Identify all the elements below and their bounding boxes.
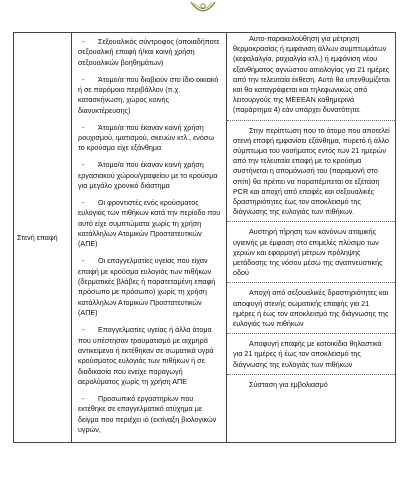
table-row (14, 33, 396, 443)
list-item: - Άτομο/α που έκαναν κοινή χρήση εργασιακού χώρου/γραφείου με το κρούσμα για μεγάλο χρονικό διάστημα (78, 160, 218, 191)
row-label: Στενή επαφή (17, 232, 58, 242)
measure-paragraph: Αποχή από σεξουαλικές δραστηριότητες και αποφυγή στενής σωματικής επαφής για 21 ημέρες ή έως τον αποκλεισμό της διάγνωσης της ευλογιάς των πιθήκων (227, 287, 395, 334)
list-item: - Επαγγελματίες υγείας ή άλλα άτομα που υπέστησαν τραυματισμό με αιχμηρά αντικείμενα ή εκτέθηκαν σε σωματικά υγρά κρούσματος ευλογιάς των πιθήκων ή σε διαδικασία που ενείχε παραγωγή αερολύματος χωρίς τη χρήση ΑΠΕ (78, 325, 214, 387)
measure-paragraph: Σύσταση για εμβολιασμό (249, 379, 328, 389)
measure-paragraph: Αυτο-παρακολούθηση για μέτρηση θερμοκρασίας ή εμφάνιση άλλων συμπτωμάτων (κεφαλαλγία, ραχιαλγία κτλ.) ή εμφάνιση νέου εξανθήματος αγνώστου αιτιολογίας για 21 ημέρες από την τελευταία έκθεση. Αυτό θα υπενθυμίζεται και θα καταγράφεται και τηλεφωνικώς από λειτουργούς της ΜΕΕΕΑΝ καθημερινά (παράρτημα 4) εάν υπάρχει δυνατότητα. (227, 33, 395, 121)
contacts-cell (72, 33, 227, 443)
list-item: - Οι επαγγελματίες υγείας που είχαν επαφή με κρούσμα ευλογιάς των πιθήκων (δερματικές βλάβες ή παρατεταμένη επαφή πρόσωπο με πρόσωπο) χωρίς τη χρήση κατάλληλων Ατομικών Προστατευτικών (ΑΠΕ) (78, 256, 216, 318)
row-label-cell (14, 33, 72, 443)
list-item: - Οι φροντιστές ενός κρούσματος ευλογιάς των πιθήκων κατά την περίοδο που αυτό είχε συμπτώματα χωρίς τη χρήση κατάλληλων Ατομικών Προστατευτικών (ΑΠΕ) (78, 197, 221, 249)
list-item: - Προσωπικό εργαστηρίων που εκτέθηκε σε επαγγελματικό ατύχημα με δείγμα που περιέχει ιό (εκτίναξη βιολογικών υγρών, (78, 393, 217, 435)
emblem-icon (188, 0, 218, 12)
contact-measures-table (13, 32, 396, 443)
list-item: - Σεξουαλικός σύντροφος (οποιαδήποτε σεξουαλική επαφή ή/και κοινή χρήση σεξουαλικών βοηθημάτων) (78, 37, 220, 67)
list-item: - Άτομο/α που έκαναν κοινή χρήση ρουχισμού, ιματισμού, σκευών κτλ., ενόσω το κρούσμα είχε εξάνθημα (78, 122, 214, 153)
list-item: - Άτομο/α που διαβιούν στο ίδιο οικιακό ή σε παρόμοιο περιβάλλον (π.χ. κατασκήνωση, χώρος κοινής διανυκτέρευσης) (78, 74, 219, 115)
measure-paragraph: Στην περίπτωση που το άτομο που αποτελεί στενή επαφή εμφανίσει εξάνθημα, πυρετό ή άλλο σύμπτωμα του νοσήματος εντός των 21 ημερών από την τελευταία επαφή με το κρούσμα συστήνεται η απομόνωσή του (παραμονή στο σπίτι) θα πρέπει να παραπέμπεται σε εξέταση PCR και αποχή από επαφές και σεξουαλικές δραστηριότητες έως τον αποκλεισμό της διάγνωσης της ευλογιάς των πιθήκων. (227, 125, 395, 223)
contacts-list (72, 33, 226, 436)
measure-paragraph: Αποφυγή επαφής με κατοικίδια θηλαστικά για 21 ημέρες ή έως τον αποκλεισμό της διάγνωσης της ευλογιάς των πιθήκων (227, 338, 395, 375)
measures-cell (227, 33, 396, 443)
measure-paragraph: Αυστηρή τήρηση των κανόνων ατομικής υγιεινής με έμφαση στο επιμελές πλύσιμο των χεριών και εφαρμογή μέτρων πρόληψης μετάδοσης της νόσου μέσω της αναπνευστικής οδού (227, 226, 395, 283)
